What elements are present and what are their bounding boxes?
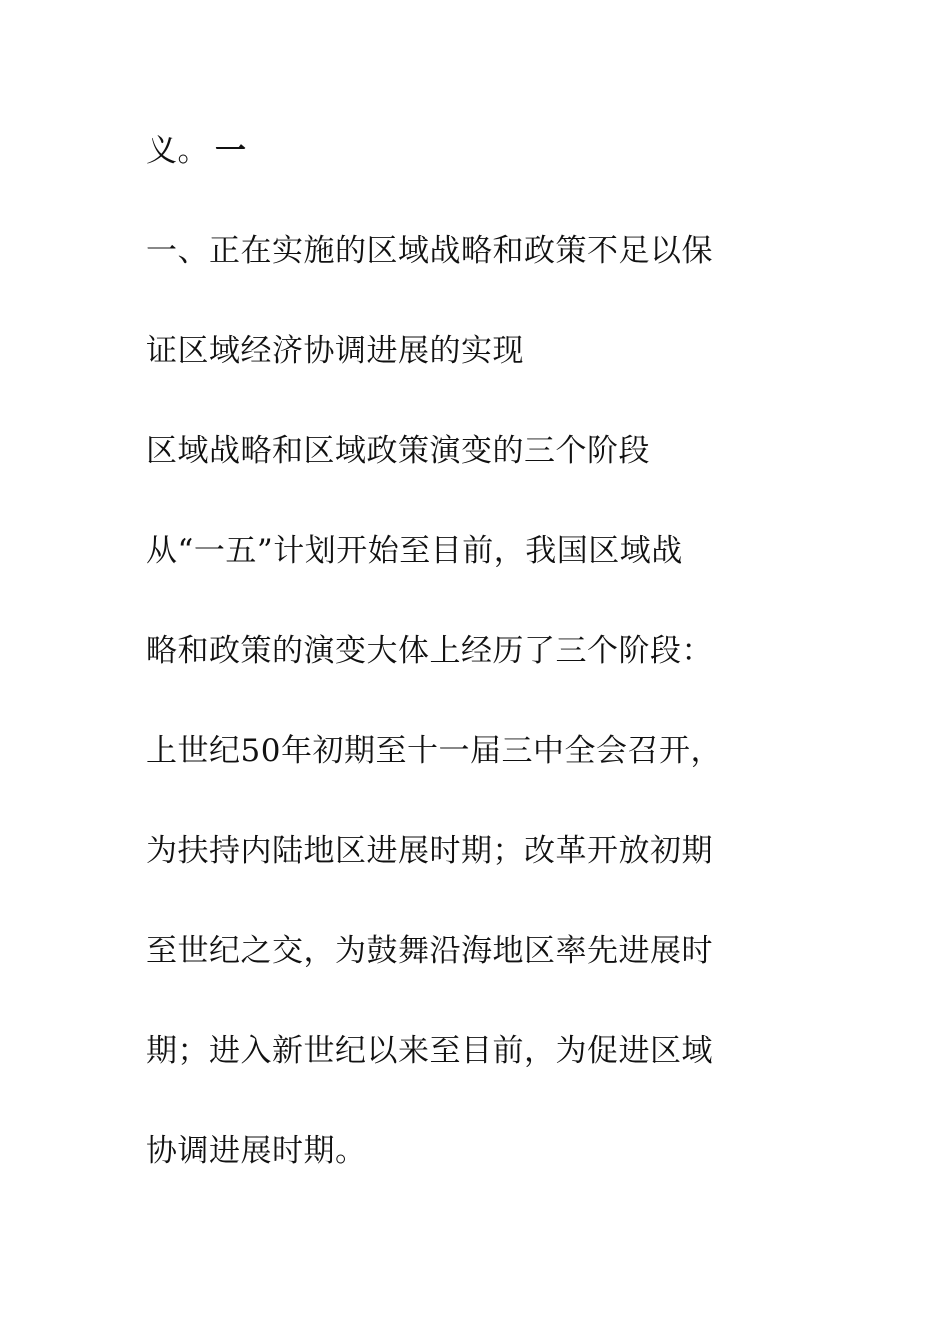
paragraph-line-2: 略和政策的演变大体上经历了三个阶段： <box>146 633 713 669</box>
section-heading-line-1: 一、正在实施的区域战略和政策不足以保 <box>146 233 713 269</box>
heading-mark: ⼀ <box>215 133 247 169</box>
section-heading-line-2: 证区域经济协调进展的实现 <box>146 333 524 369</box>
text-line-1 <box>146 131 247 171</box>
paragraph-line-1: 从“一五”计划开始至目前，我国区域战 <box>146 533 683 569</box>
paragraph-line-7: 协调进展时期。 <box>146 1133 367 1169</box>
paragraph-line-4: 为扶持内陆地区进展时期；改革开放初期 <box>146 833 713 869</box>
subheading-line: 区域战略和区域政策演变的三个阶段 <box>146 433 650 469</box>
paragraph-line-6: 期；进入新世纪以来至目前，为促进区域 <box>146 1033 713 1069</box>
paragraph-line-5: 至世纪之交，为鼓舞沿海地区率先进展时 <box>146 933 713 969</box>
text-line-1-content: 义。 <box>146 133 209 169</box>
paragraph-line-3: 上世纪50年初期至十一届三中全会召开， <box>146 733 722 769</box>
